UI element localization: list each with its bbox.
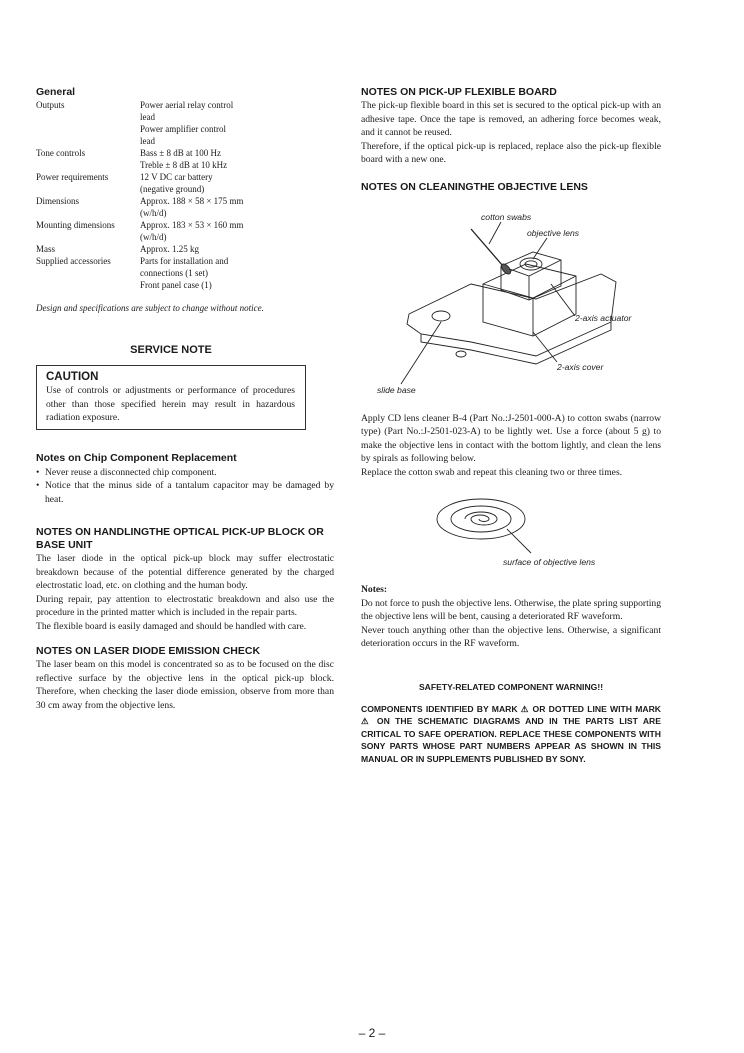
spec-value-line: Power amplifier control xyxy=(140,124,226,134)
label-2-axis-actuator: 2-axis actuator xyxy=(575,312,632,323)
spec-value xyxy=(140,99,280,147)
cotton-swab-stick xyxy=(471,229,503,266)
flex-board-title: NOTES ON PICK-UP FLEXIBLE BOARD xyxy=(361,86,557,98)
leader-line xyxy=(507,529,531,553)
list-item: • Never reuse a disconnected chip component. xyxy=(36,466,217,478)
spec-value xyxy=(140,243,280,255)
spec-row xyxy=(36,99,280,147)
spec-value-line: lead xyxy=(140,112,155,122)
chip-notes-list xyxy=(36,466,334,507)
notes-title: Notes: xyxy=(361,584,388,595)
pickup-drawing xyxy=(401,222,616,384)
spec-label: Dimensions xyxy=(36,196,80,206)
cleaning-para-1: Apply CD lens cleaner B-4 (Part No.:J-2501-000-A) to cotton swabs (narrow type) (Part No.:J-2501-023-A) to be lightly wet. Use a force (about 5 g) to make the objective lens in contact with the bottom lightly, and clean the lens by spirals as following below. xyxy=(361,412,661,464)
cleaning-title: NOTES ON CLEANINGTHE OBJECTIVE LENS xyxy=(361,180,588,193)
spec-value-line: (w/h/d) xyxy=(140,208,167,218)
handling-para-1: The laser diode in the optical pick-up block may suffer electrostatic breakdown because of the potential difference generated by the charged electrostatic load, etc. on clothing and the human body. xyxy=(36,553,334,591)
handling-para-2: During repair, pay attention to electrostatic breakdown and also use the procedure in the printed matter which is included in the repair parts. xyxy=(36,593,334,618)
right-column xyxy=(361,86,661,765)
spec-value-line: Approx. 183 × 53 × 160 mm xyxy=(140,220,244,230)
cleaning-para-2: Replace the cotton swab and repeat this cleaning two or three times. xyxy=(361,466,623,478)
safety-warning-title: SAFETY-RELATED COMPONENT WARNING!! xyxy=(418,681,604,692)
spec-label: Supplied accessories xyxy=(36,256,111,266)
spec-value-line: Parts for installation and xyxy=(140,256,229,266)
laser-check-text: The laser beam on this model is concentrated so as to be focused on the disc reflective surface by the objective lens in the optical pick-up block. Therefore, when checking the laser diode emission, observe from more than 30 cm away from the objective lens. xyxy=(36,659,334,711)
spec-row xyxy=(36,171,280,195)
spec-label: Power requirements xyxy=(36,172,109,182)
caution-box xyxy=(36,365,306,430)
notes-para-2: Never touch anything other than the objective lens. Otherwise, a significant deterioration occurs in the RF waveform. xyxy=(361,624,661,649)
spec-value xyxy=(140,219,280,243)
spec-value-line: Bass ± 8 dB at 100 Hz xyxy=(140,148,221,158)
label-objective-lens: objective lens xyxy=(527,227,580,238)
spec-value-line: (w/h/d) xyxy=(140,232,167,242)
spec-value-line: Approx. 188 × 58 × 175 mm xyxy=(140,196,244,206)
spec-value-line: lead xyxy=(140,136,155,146)
lens-surface-drawing xyxy=(437,499,531,553)
pickup-diagram xyxy=(361,204,661,404)
leader-line xyxy=(489,222,501,244)
left-column xyxy=(36,86,334,712)
spec-row xyxy=(36,243,280,255)
caution-title: CAUTION xyxy=(46,371,99,383)
spec-label: Mass xyxy=(36,244,56,254)
lens-surface-ring xyxy=(451,506,511,532)
spec-row xyxy=(36,147,280,171)
laser-check-title: NOTES ON LASER DIODE EMISSION CHECK xyxy=(36,645,261,657)
label-lens-surface: surface of objective lens xyxy=(503,557,596,567)
list-item: • Notice that the minus side of a tantalum capacitor may be damaged by heat. xyxy=(36,480,334,505)
slide-base-hole xyxy=(456,351,466,357)
spec-table xyxy=(36,99,280,291)
handling-para-3: The flexible board is easily damaged and should be handled with care. xyxy=(36,620,307,632)
safety-warning-text: COMPONENTS IDENTIFIED BY MARK ⚠ OR DOTTED LINE WITH MARK ⚠ ON THE SCHEMATIC DIAGRAMS AND IN THE PARTS LIST ARE CRITICAL TO SAFE OPERATION. REPLACE THESE COMPONENTS WITH SONY PARTS WHOSE PART NUMBERS APPEAR AS SHOWN IN THIS MANUAL OR IN SUPPLEMENTS PUBLISHED BY SONY. xyxy=(361,703,661,764)
handling-notes-title: NOTES ON HANDLINGTHE OPTICAL PICK-UP BLOCK OR BASE UNIT xyxy=(36,526,324,551)
cleaning-spiral xyxy=(465,512,497,525)
spec-value xyxy=(140,255,280,291)
lens-surface-outer xyxy=(437,499,525,539)
spec-row xyxy=(36,195,280,219)
flex-board-para-1: The pick-up flexible board in this set is secured to the optical pick-up with an adhesive tape. Once the tape is removed, an adhering force becomes weak, and it cannot be reused. xyxy=(361,100,661,138)
spec-label: Outputs xyxy=(36,100,65,110)
spec-row xyxy=(36,219,280,243)
service-note-title: SERVICE NOTE xyxy=(130,344,212,356)
spec-value-line: Front panel case (1) xyxy=(140,280,212,290)
flex-board-para-2: Therefore, if the optical pick-up is replaced, replace also the pick-up flexible board with a new one. xyxy=(361,140,661,165)
spec-value xyxy=(140,195,280,219)
spec-value-line: Treble ± 8 dB at 10 kHz xyxy=(140,160,228,170)
general-title: General xyxy=(36,86,76,98)
spec-value-line: Power aerial relay control xyxy=(140,100,234,110)
spec-row xyxy=(36,255,280,291)
spec-value-line: connections (1 set) xyxy=(140,268,208,278)
notes-para-1: Do not force to push the objective lens. Otherwise, the plate spring supporting the objective lens will be bent, causing a deteriorated RF waveform. xyxy=(361,597,662,622)
label-cotton-swabs: cotton swabs xyxy=(481,211,532,222)
spec-value xyxy=(140,147,280,171)
pickup-block-edge xyxy=(483,276,576,298)
spec-change-note: Design and specifications are subject to change without notice. xyxy=(36,303,264,313)
slide-base-edge xyxy=(421,322,611,364)
chip-notes-title: Notes on Chip Component Replacement xyxy=(36,451,237,464)
spec-value-line: (negative ground) xyxy=(140,184,205,194)
label-slide-base: slide base xyxy=(377,384,416,395)
spec-value-line: 12 V DC car battery xyxy=(140,172,213,182)
spec-label: Mounting dimensions xyxy=(36,220,115,230)
spec-label: Tone controls xyxy=(36,148,86,158)
leader-line xyxy=(401,322,441,384)
spec-value-line: Approx. 1.25 kg xyxy=(140,244,199,254)
spec-table-body xyxy=(36,99,280,291)
label-2-axis-cover: 2-axis cover xyxy=(557,361,604,372)
slide-base-hole xyxy=(432,311,450,321)
leader-line xyxy=(533,332,557,362)
caution-text: Use of controls or adjustments or performance of procedures other than those specified herein may result in hazardous radiation exposure. xyxy=(46,385,295,423)
spec-value xyxy=(140,171,280,195)
objective-lens-ring xyxy=(520,258,542,270)
bullet-icon: • xyxy=(36,480,40,491)
lens-surface-diagram xyxy=(361,493,661,571)
page-number: – 2 – xyxy=(358,1026,386,1040)
bullet-icon: • xyxy=(36,466,40,478)
